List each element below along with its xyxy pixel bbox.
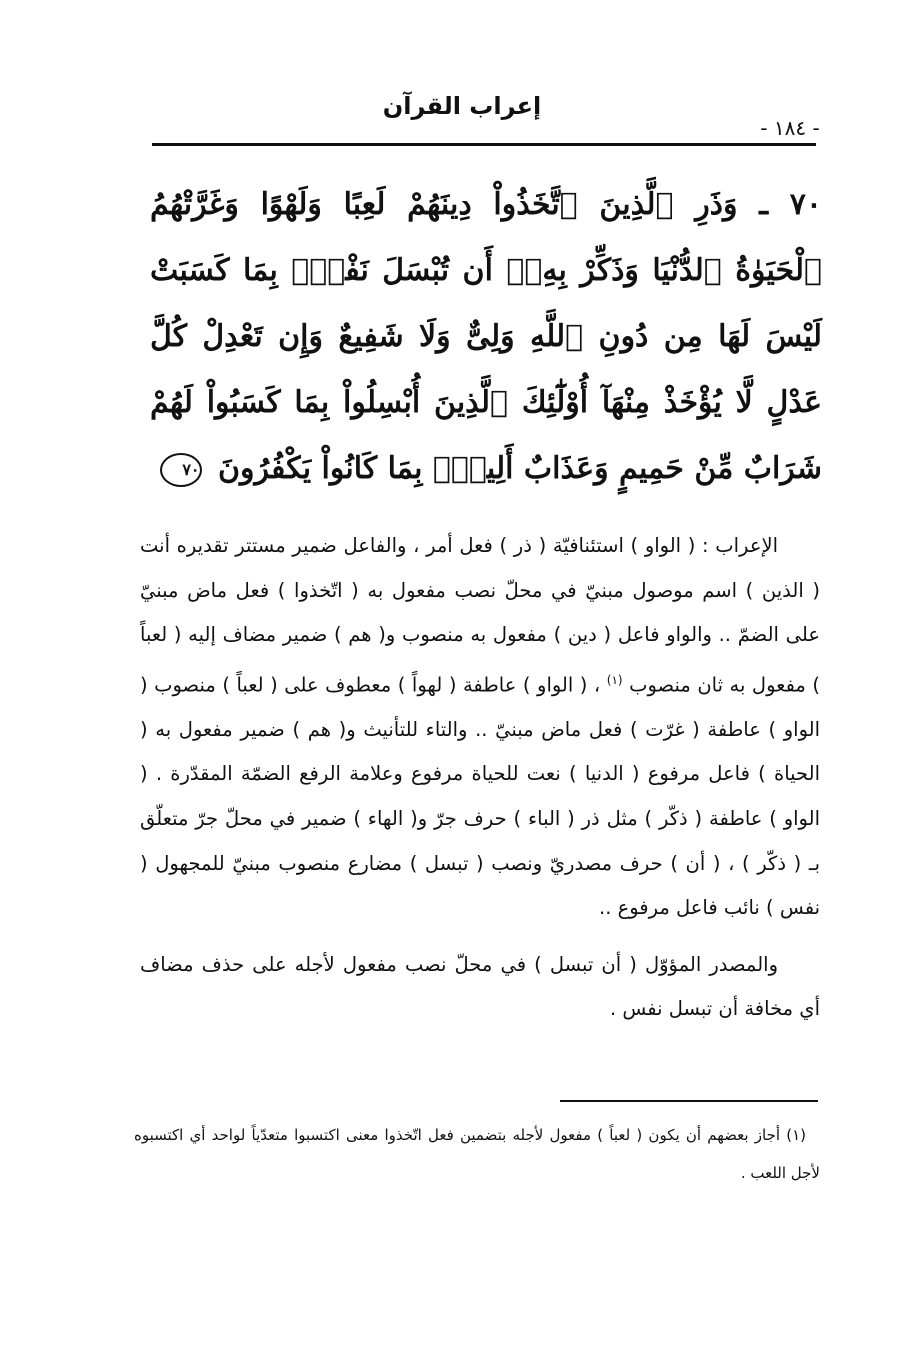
running-header-title: إعراب القرآن (382, 92, 542, 120)
verse-end-marker: ٧٠ (160, 453, 202, 487)
irab-text-continued: ، ( الواو ) عاطفة ( لهواً ) معطوف على ( لعباً ) منصوب ( الواو ) عاطفة ( غرّت ) فعل ماض مبنيّ .. والتاء للتأنيث و( هم ) ضمير مفعول به ( الحياة ) فاعل مرفوع ( الدنيا ) نعت للحياة مرفوع وعلامة الرفع الضمّة المقدّرة . ( الواو ) عاطفة ( ذكّر ) مثل ذر ( الباء ) حرف جرّ و( الهاء ) ضمير في محلّ جرّ متعلّق بـ ( ذكّر ) ، ( أن ) حرف مصدريّ ونصب ( تبسل ) مضارع منصوب مبنيّ للمجهول ( نفس ) نائب فاعل مرفوع .. (140, 673, 820, 920)
verse-number: ٧٠ ـ (759, 187, 822, 222)
irab-paragraph: والمصدر المؤوّل ( أن تبسل ) في محلّ نصب مفعول لأجله على حذف مضاف أي مخافة أن تبسل نفس . (140, 952, 820, 1021)
footnote-rule (560, 1100, 818, 1102)
page-number: - ١٨٤ - (760, 116, 820, 140)
verse-text: وَذَرِ ٱلَّذِينَ ٱتَّخَذُواْ دِينَهُمْ لَعِبًا وَلَهْوًا وَغَرَّتْهُمُ ٱلْحَيَوٰةُ ٱلدُّنْيَا وَذَكِّرْ بِهِۦٓ أَن تُبْسَلَ نَفْسٌۢ بِمَا كَسَبَتْ لَيْسَ لَهَا مِن دُونِ ٱللَّهِ وَلِىٌّ وَلَا شَفِيعٌ وَإِن تَعْدِلْ كُلَّ عَدْلٍ لَّا يُؤْخَذْ مِنْهَآ أُوْلَٰٓئِكَ ٱلَّذِينَ أُبْسِلُواْ بِمَا كَسَبُواْ لَهُمْ شَرَابٌ مِّنْ حَمِيمٍ وَعَذَابٌ أَلِيمٌۢ بِمَا كَانُواْ يَكْفُرُونَ (150, 187, 822, 486)
footnote-reference: (١) (606, 672, 623, 687)
irab-analysis (140, 524, 820, 1032)
footnote (134, 1116, 820, 1192)
irab-text: الإعراب : ( الواو ) استئنافيّة ( ذر ) فعل أمر ، والفاعل ضمير مستتر تقديره أنت ( الذين ) اسم موصول مبنيّ في محلّ نصب مفعول به ( اتّخذوا ) فعل ماض مبنيّ على الضمّ .. والواو فاعل ( دين ) مفعول به منصوب و( هم ) ضمير مضاف إليه ( لعباً ) مفعول به ثان منصوب (140, 534, 821, 697)
header-rule (152, 143, 816, 146)
irab-paragraph (140, 524, 820, 931)
quran-verse (150, 172, 822, 502)
footnote-text: (١) أجاز بعضهم أن يكون ( لعباً ) مفعول لأجله بتضمين فعل اتّخذوا معنى اكتسبوا متعدّياً لواحد أي اكتسبوه لأجل اللعب . (134, 1126, 820, 1182)
